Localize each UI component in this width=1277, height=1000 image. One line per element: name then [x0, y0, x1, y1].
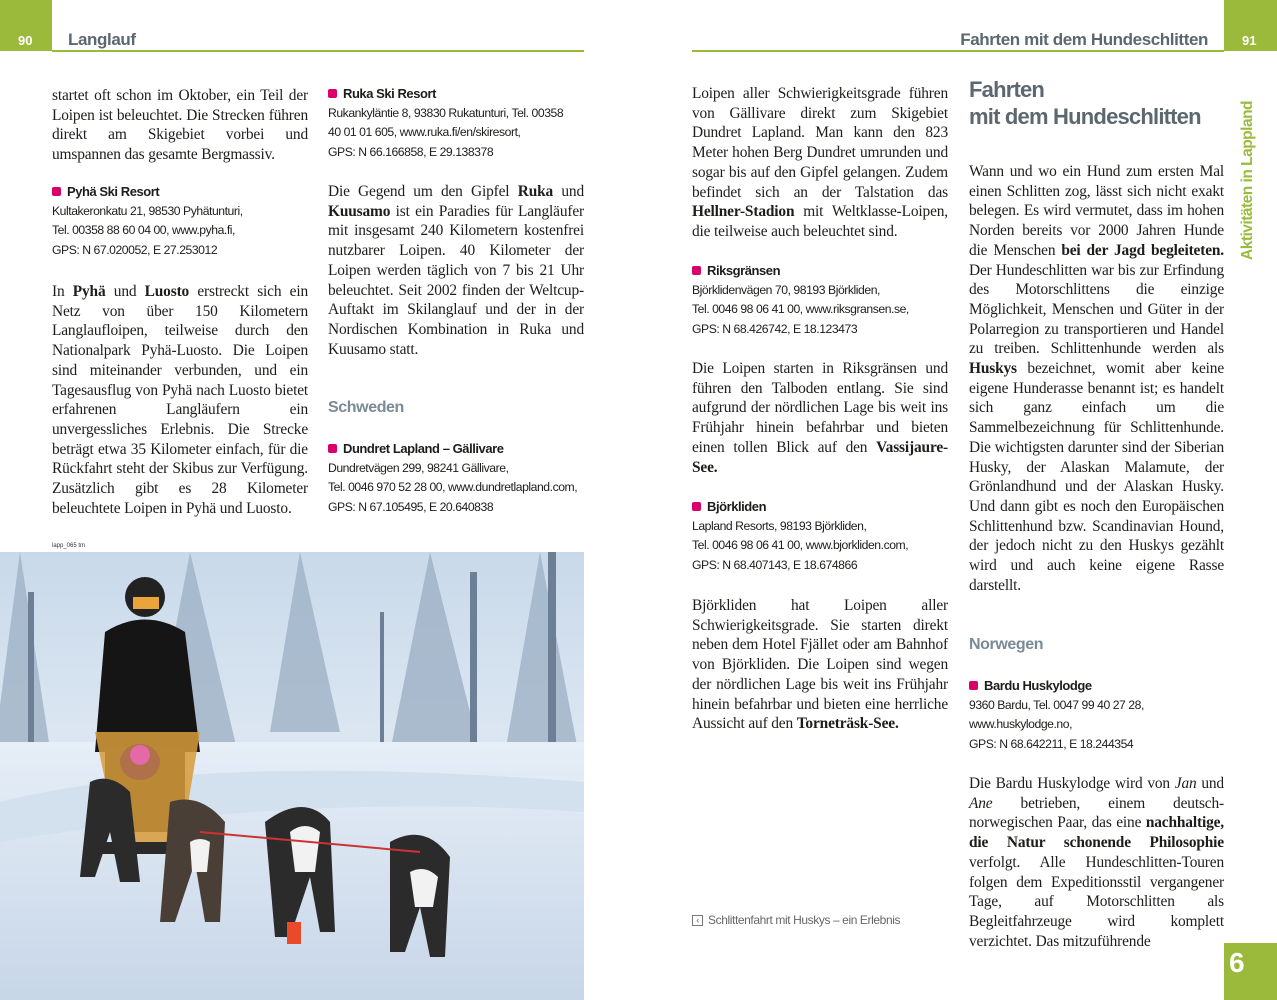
info-block-ruka [328, 84, 563, 163]
caption-text: Schlittenfahrt mit Huskys – ein Erlebnis [708, 913, 901, 927]
info-block-riksgransen [692, 261, 909, 340]
info-line: GPS: N 68.407143, E 18.674866 [692, 558, 858, 573]
header-rule [52, 50, 584, 52]
running-head: Fahrten mit dem Hundeschlitten [960, 30, 1208, 49]
paragraph [692, 359, 948, 477]
title-line: Fahrten [969, 77, 1045, 102]
running-head: Langlauf [68, 30, 136, 49]
info-line: Lapland Resorts, 98193 Björkliden, [692, 518, 867, 533]
text-run: Loipen aller Schwierigkeitsgrade führen von Gällivare direkt zum Skigebiet Dundret Lapland. Man kann den 823 Meter hohen Berg Dundret umrunden und sogar bis auf den Gipfel gelangen. Zudem befindet sich an der Talstation das [692, 85, 948, 201]
paragraph [328, 182, 584, 359]
chapter-tab[interactable] [1224, 943, 1277, 1000]
info-line: Tel. 00358 88 60 04 00, www.pyha.fi, [52, 223, 235, 238]
chapter-number: 6 [1229, 947, 1245, 978]
info-line: Tel. 0046 98 06 41 00, www.bjorkliden.com, [692, 538, 909, 553]
info-line: GPS: N 68.426742, E 18.123473 [692, 322, 858, 337]
text-run: bezeichnet, womit aber keine eigene Hunderasse benannt ist; es handelt sich ganz einfach um die Sammelbezeichnung für Schlittenhunde. Die wichtigsten darunter sind der Siberian Husky, der Alaskan Malamute, der Grönlandhund und der Alaskan Husky. Und dann gibt es noch den Europäischen Schlittenhund bzw. Scandinavian Hound, der jedoch nicht zu den Huskys gezählt wird und auch keine eigene Rasse darstellt. [969, 360, 1224, 594]
side-label: Aktivitäten in Lappland [1239, 100, 1256, 260]
info-title-text: Ruka Ski Resort [343, 86, 436, 101]
info-line: GPS: N 67.020052, E 27.253012 [52, 243, 218, 258]
info-line: Tel. 0046 970 52 28 00, www.dundretlapland.com, [328, 480, 578, 495]
bold-text: Ruka [517, 183, 554, 200]
text-run: mit Weltklasse-Loipen, die teilweise auch beleuchtet sind. [692, 203, 948, 240]
photo-dog-sledding [0, 552, 584, 1000]
paragraph [52, 86, 308, 165]
bold-text: Pyhä [72, 283, 106, 300]
text-run: Der Hundeschlitten war bis zur Erfindung des Motorschlittens die einzige Möglichkeit, Menschen und Güter in der Polarregion zu transportieren und Handel zu treiben. Schlittenhunde werden als [969, 261, 1224, 358]
paragraph [52, 282, 308, 518]
paragraph [969, 162, 1224, 595]
photo-credit: lapp_065 tm [52, 543, 86, 549]
chevron-left-icon: ‹ [692, 915, 703, 926]
page-number: 90 [18, 33, 33, 48]
bold-text: Vassijaure-See. [692, 438, 948, 476]
title-line: mit dem Hundeschlitten [969, 104, 1201, 129]
page-number: 91 [1242, 33, 1257, 48]
text-run: und [553, 183, 585, 200]
info-block-bjorkliden [692, 497, 908, 576]
bullet-square-icon [969, 681, 978, 690]
text-run: Die Gegend um den Gipfel [328, 183, 518, 200]
info-title-text: Björkliden [707, 499, 767, 514]
text-run: verfolgt. Alle Hundeschlitten-Touren folgen dem Expeditionsstil vergangener Tage, auf Motorschlitten als Begleitfahrzeuge wird komplett verzichtet. Das mitzuführende [969, 853, 1224, 950]
info-line: Björklidenvägen 70, 98193 Björkliden, [692, 282, 880, 297]
header-rule [692, 50, 1224, 52]
info-title [328, 439, 577, 459]
text-run: In [52, 283, 73, 300]
text-run: und [105, 283, 145, 300]
paragraph [969, 774, 1224, 951]
info-title-text: Pyhä Ski Resort [67, 184, 160, 199]
info-line: Rukankyläntie 8, 93830 Rukatunturi, Tel. 00358 [328, 105, 564, 120]
text-run: ist ein Paradies für Langläufer mit insgesamt 240 Kilometern kostenfrei nutzbarer Loipen. 40 Kilometer der Loipen werden täglich von 7 bis 21 Uhr beleuchtet. Seit 2002 finden der Weltcup-Auftakt im Skilanglauf und der in der Nordischen Kombination in Ruka und Kuusamo statt. [328, 202, 584, 358]
text-run: betrieben, einem deutsch-norwegischen Paar, das eine [969, 794, 1224, 832]
italic-text: Ane [969, 794, 993, 812]
text-run: Björkliden hat Loipen aller Schwierigkeitsgrade. Sie starten direkt neben dem Hotel Fjället oder am Bahnhof von Björkliden. Die Loipen sind wegen der nördlichen Lage bis weit ins Frühjahr hinein befahrbar und bieten eine herrliche Aussicht auf den [692, 597, 948, 733]
info-line: GPS: N 66.166858, E 29.138378 [328, 145, 494, 160]
bullet-square-icon [52, 187, 61, 196]
info-line: Tel. 0046 98 06 41 00, www.riksgransen.se, [692, 302, 909, 317]
text-run: startet oft schon im Oktober, ein Teil der Loipen ist beleuchtet. Die Strecken führen direkt am Skigebiet vorbei und umspannen das gesamte Bergmassiv. [52, 87, 308, 164]
info-title [328, 84, 563, 104]
info-title [692, 497, 908, 517]
paragraph [692, 84, 948, 242]
bold-text: Huskys [969, 360, 1017, 378]
paragraph [692, 596, 948, 734]
bullet-square-icon [692, 502, 701, 511]
article-title [969, 76, 1201, 130]
text-run: Die Bardu Huskylodge wird von [969, 775, 1175, 792]
bullet-square-icon [328, 444, 337, 453]
section-heading-schweden: Schweden [328, 399, 404, 416]
bold-text: Kuusamo [328, 202, 391, 220]
info-block-pyha [52, 182, 243, 261]
info-line: GPS: N 68.642211, E 18.244354 [969, 737, 1134, 752]
info-title [692, 261, 909, 281]
info-block-bardu [969, 676, 1144, 755]
info-title [52, 182, 243, 202]
info-line: www.huskylodge.no, [969, 717, 1073, 732]
italic-text: Jan [1174, 775, 1197, 792]
bold-text: bei der Jagd begleiteten. [1061, 241, 1224, 259]
info-line: 9360 Bardu, Tel. 0047 99 40 27 28, [969, 697, 1144, 712]
bold-text: Hellner-Stadion [692, 203, 795, 221]
page-number-tab-left [0, 0, 52, 51]
bold-text: Luosto [144, 283, 190, 300]
page-number-tab-right [1224, 0, 1277, 51]
info-title-text: Dundret Lapland – Gällivare [343, 441, 504, 456]
bullet-square-icon [692, 266, 701, 275]
info-line: GPS: N 67.105495, E 20.640838 [328, 500, 494, 515]
bold-text: nachhaltige, die Natur schonende Philosophie [969, 814, 1224, 852]
text-run: Wann und wo ein Hund zum ersten Mal einen Schlitten zog, lässt sich nicht exakt belegen. Es wird vermutet, dass im hohen Norden bereits vor 2000 Jahren Hunde die Menschen [969, 163, 1224, 259]
text-run: und [1196, 775, 1224, 792]
photo-caption [692, 913, 900, 927]
info-title-text: Bardu Huskylodge [984, 678, 1092, 693]
info-block-dundret [328, 439, 577, 518]
info-title [969, 676, 1144, 696]
bullet-square-icon [328, 89, 337, 98]
info-line: Dundretvägen 299, 98241 Gällivare, [328, 460, 509, 475]
info-title-text: Riksgränsen [707, 263, 781, 278]
section-heading-norwegen: Norwegen [969, 636, 1044, 653]
text-run: erstreckt sich ein Netz von über 150 Kilometern Langlaufloipen, teilweise durch den Nationalpark Pyhä-Luosto. Die Loipen sind miteinander verbunden, und ein Tagesausflug von Pyhä nach Luosto bietet erfahrenen Langläufern ein unvergessliches Erlebnis. Die Strecke beträgt etwa 35 Kilometer einfach, für die Rückfahrt steht der Skibus zur Verfügung. Zusätzlich gibt es 28 Kilometer beleuchtete Loipen in Pyhä und Luosto. [52, 283, 308, 517]
info-line: Kultakeronkatu 21, 98530 Pyhätunturi, [52, 203, 243, 218]
text-run: Die Loipen starten in Riksgränsen und führen den Talboden entlang. Sie sind aufgrund der nördlichen Lage bis weit ins Frühjahr hinein befahrbar und bieten einen tollen Blick auf den [692, 360, 948, 456]
bold-text: Torneträsk-See. [796, 715, 899, 733]
info-line: 40 01 01 605, www.ruka.fi/en/skiresort, [328, 125, 521, 140]
